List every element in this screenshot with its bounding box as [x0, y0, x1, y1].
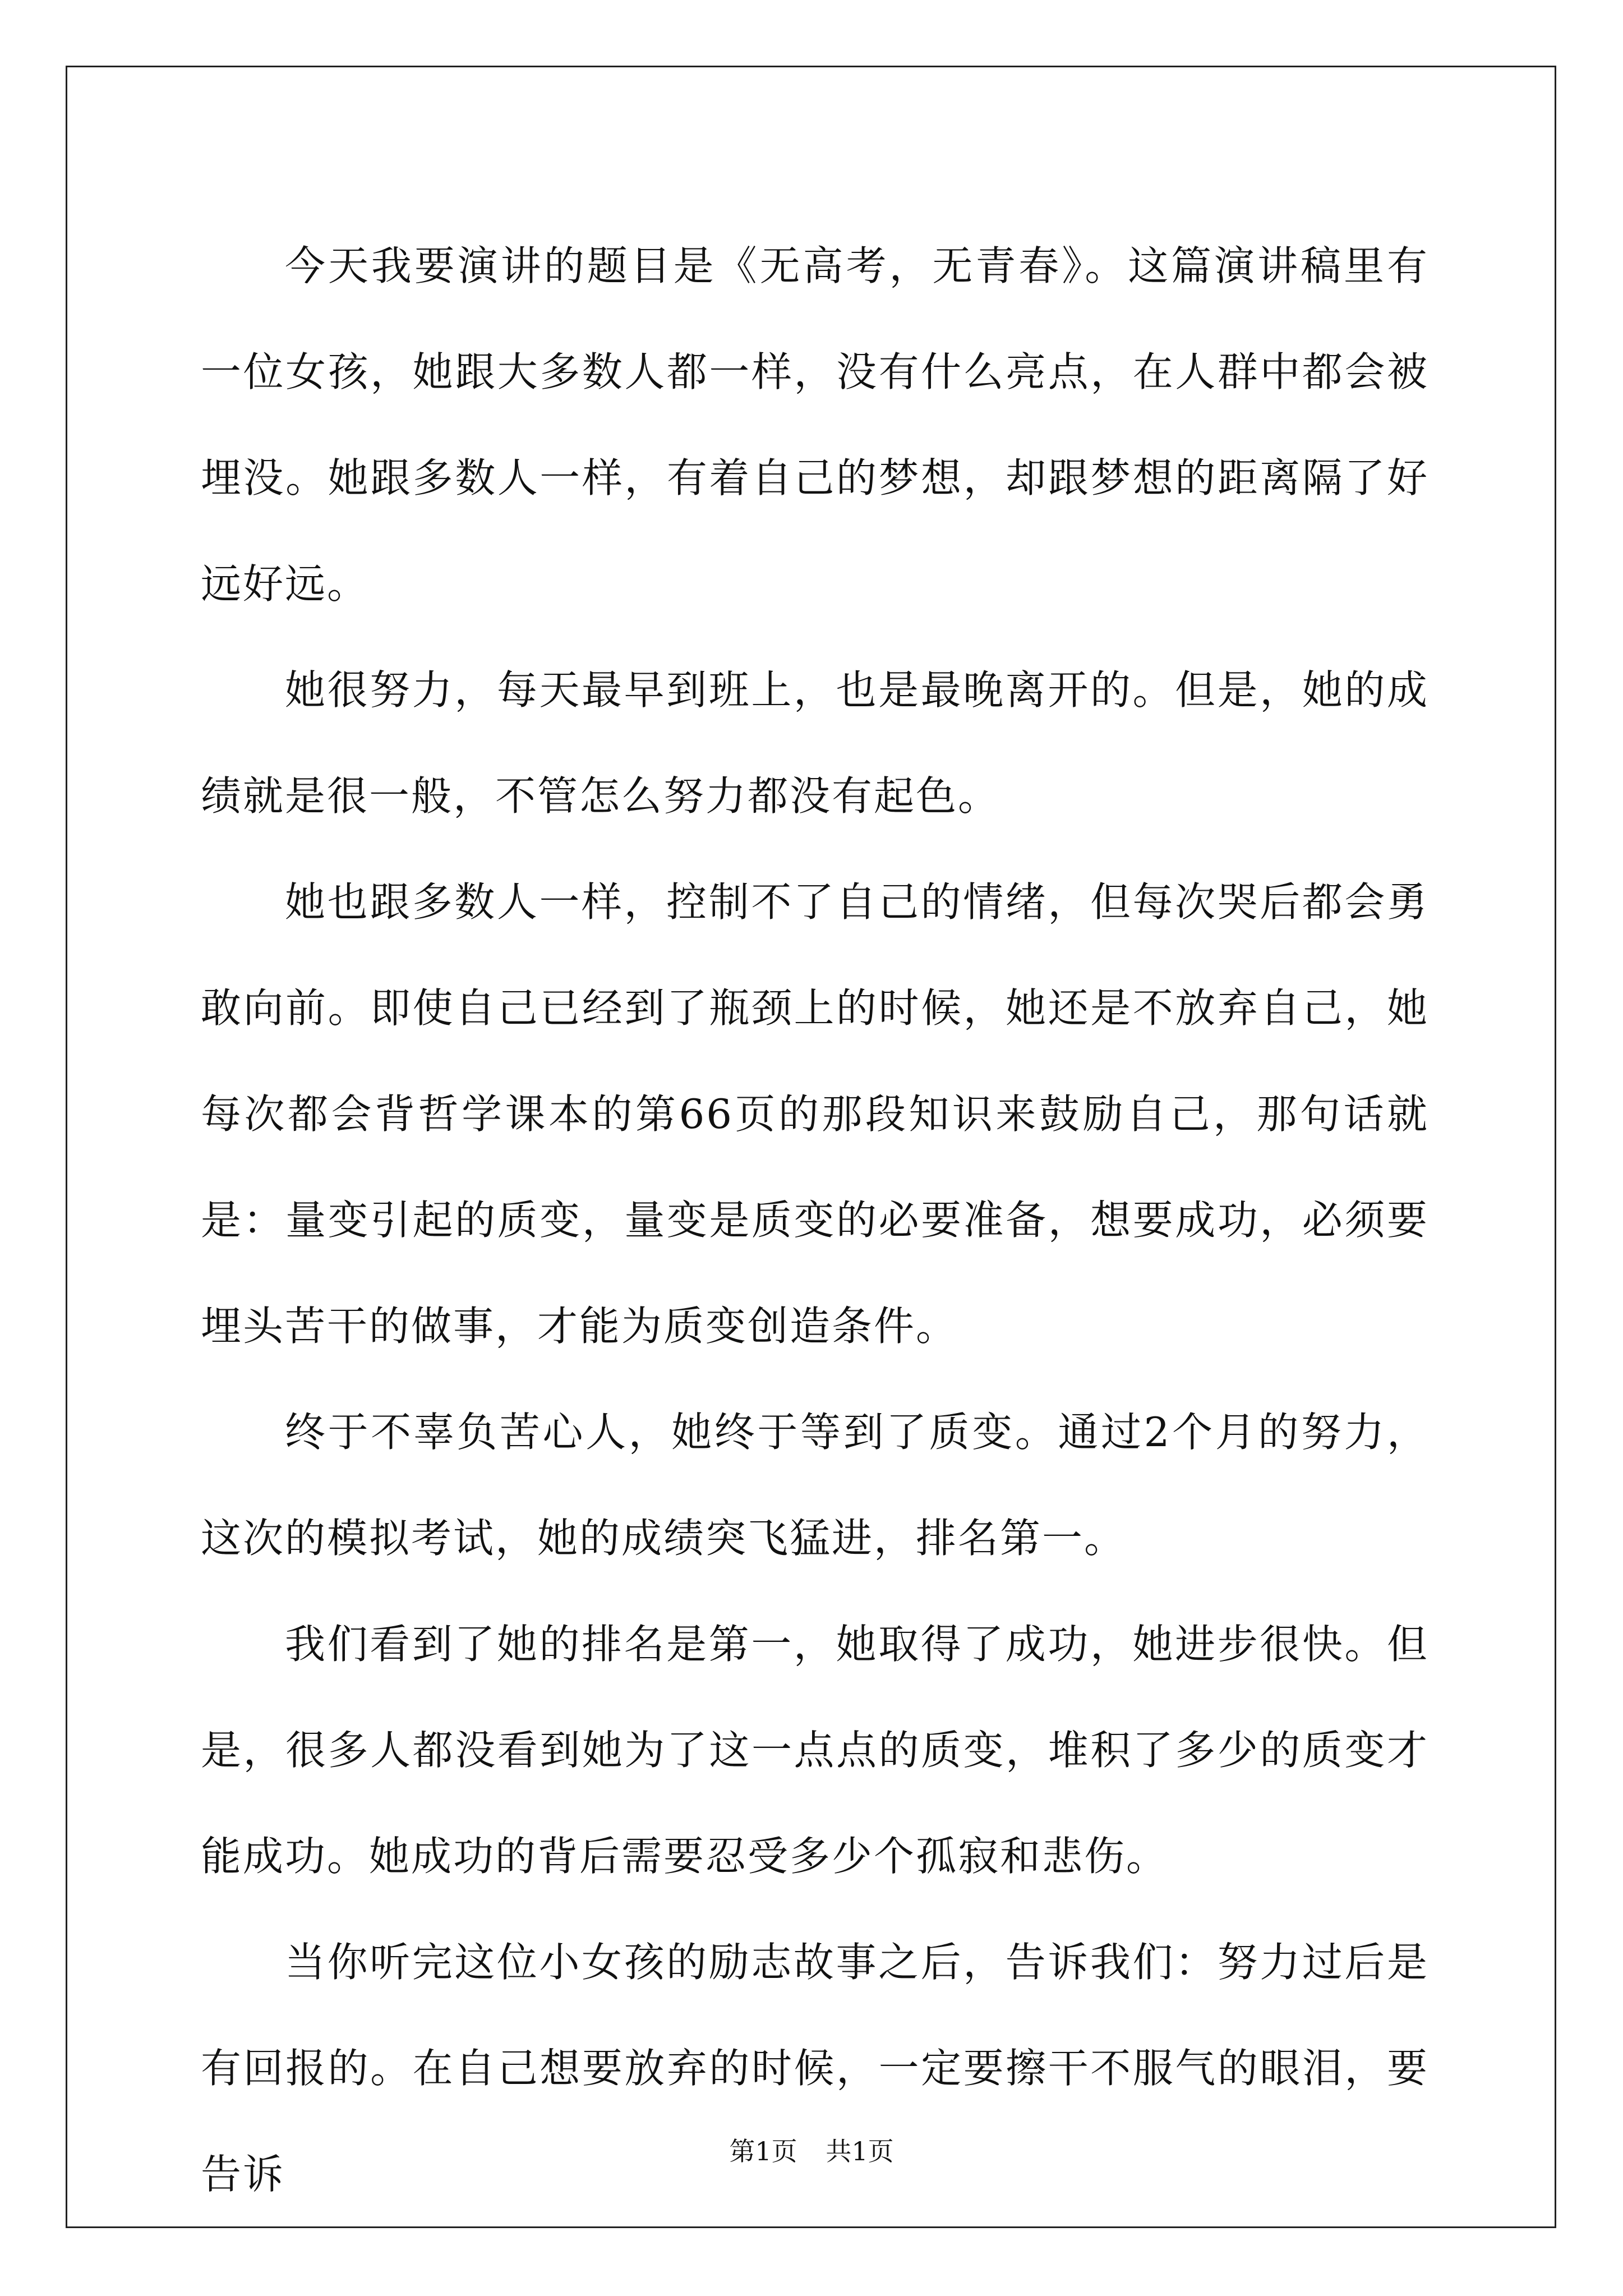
document-body	[201, 213, 1429, 2228]
paragraph-6: 当你听完这位小女孩的励志故事之后，告诉我们：努力过后是有回报的。在自己想要放弃的时候，一定要擦干不服气的眼泪，要告诉	[201, 1939, 1429, 2198]
paragraph-1: 今天我要演讲的题目是《无高考，无青春》。这篇演讲稿里有一位女孩，她跟大多数人都一样，没有什么亮点，在人群中都会被埋没。她跟多数人一样，有着自己的梦想，却跟梦想的距离隔了好远好远。	[201, 242, 1429, 608]
paragraph-5: 我们看到了她的排名是第一，她取得了成功，她进步很快。但是，很多人都没看到她为了这一点点的质变，堆积了多少的质变才能成功。她成功的背后需要忍受多少个孤寂和悲伤。	[201, 1621, 1429, 1880]
paragraph-4: 终于不辜负苦心人，她终于等到了质变。通过2个月的努力，这次的模拟考试，她的成绩突飞猛进，排名第一。	[201, 1409, 1429, 1562]
paragraph-3: 她也跟多数人一样，控制不了自己的情绪，但每次哭后都会勇敢向前。即使自己已经到了瓶颈上的时候，她还是不放弃自己，她每次都会背哲学课本的第66页的那段知识来鼓励自己，那句话就是：量变引起的质变，量变是质变的必要准备，想要成功，必须要埋头苦干的做事，才能为质变创造条件。	[201, 878, 1429, 1350]
page-number-total: 共1页	[826, 2136, 894, 2166]
page-footer	[0, 2134, 1623, 2168]
paragraph-2: 她很努力，每天最早到班上，也是最晚离开的。但是，她的成绩就是很一般，不管怎么努力都没有起色。	[201, 666, 1429, 820]
page-number-current: 第1页	[729, 2136, 797, 2166]
